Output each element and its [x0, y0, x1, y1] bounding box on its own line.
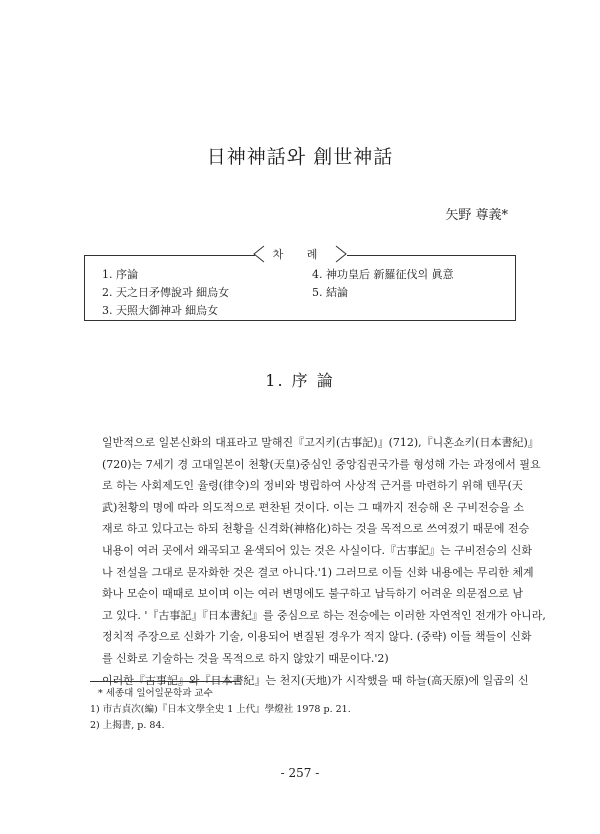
text-line: 武)천황의 명에 따라 의도적으로 편찬된 것이다. 이는 그 때까지 전승해 온 구비전승을 소 — [102, 500, 525, 514]
body-text — [90, 432, 546, 691]
toc-left-column — [102, 266, 229, 320]
text-line: 로 하는 사회제도인 율령(律令)의 정비와 병립하여 사상적 근거를 마련하기 위해 텐무(天 — [102, 479, 523, 493]
text-line: 고 있다. '『古事記』『日本書紀』를 중심으로 하는 전승에는 이러한 자연적인 전개가 아니라, — [102, 608, 546, 622]
toc-item: 4. 神功皇后 新羅征伐의 眞意 — [312, 268, 454, 281]
author-name: 矢野 尊義* — [445, 208, 508, 223]
toc-item: 1. 序論 — [102, 268, 138, 281]
article-title: 日神神話와 創世神話 — [206, 146, 394, 168]
footnotes — [90, 686, 351, 734]
table-of-contents — [84, 255, 516, 321]
page-number: - 257 - — [280, 766, 320, 780]
text-line: 를 신화로 기술하는 것을 목적으로 하지 않았기 때문이다.'2) — [102, 651, 389, 665]
text-line: 재로 하고 있다고는 하되 천황을 신격화(神格化)하는 것을 목적으로 쓰여졌기 때문에 전승 — [102, 522, 530, 536]
text-line: (720)는 7세기 경 고대일본이 천황(天皇)중심인 중앙집권국가를 형성해 가는 과정에서 필요 — [102, 457, 541, 471]
footnote-2: 2) 上揭書, p. 84. — [90, 720, 165, 731]
toc-item: 2. 天之日矛傳說과 細烏女 — [102, 286, 230, 299]
section-heading: 1. 序 論 — [265, 371, 335, 390]
text-line: 이러한『古事記』와『日本書紀』는 천지(天地)가 시작했을 때 하늘(高天原)에 일곱의 신 — [102, 673, 529, 687]
toc-label: 차 례 — [272, 248, 328, 261]
footnote-divider — [90, 681, 240, 682]
text-line: 나 전설을 그대로 문자화한 것은 결코 아니다.'1) 그러므로 이들 신화 내용에는 무리한 체계 — [102, 565, 534, 579]
footnote-1: 1) 市古貞次(編)『日本文學全史 1 上代』學燈社 1978 p. 21. — [90, 704, 351, 715]
toc-item: 5. 結論 — [312, 286, 348, 299]
text-line: 내용이 여러 곳에서 왜곡되고 윤색되어 있는 것은 사실이다.『古事記』는 구비전승의 신화 — [102, 543, 532, 557]
toc-right-column — [312, 266, 454, 302]
text-line: 일반적으로 일본신화의 대표라고 말해진『고지키(古事記)』(712),『니혼쇼키(日本書紀)』 — [102, 436, 539, 449]
footnote-author-affiliation: * 세종대 일어일문학과 교수 — [98, 688, 213, 699]
text-line: 화나 모순이 때때로 보이며 이는 여러 변명에도 불구하고 납득하기 어려운 의문점으로 남 — [102, 587, 523, 601]
paragraph-1 — [90, 432, 546, 670]
toc-item: 3. 天照大御神과 細烏女 — [102, 304, 219, 317]
text-line: 정치적 주장으로 신화가 기술, 이용되어 변질된 경우가 적지 않다. (중략) 이들 책들이 신화 — [102, 630, 532, 644]
